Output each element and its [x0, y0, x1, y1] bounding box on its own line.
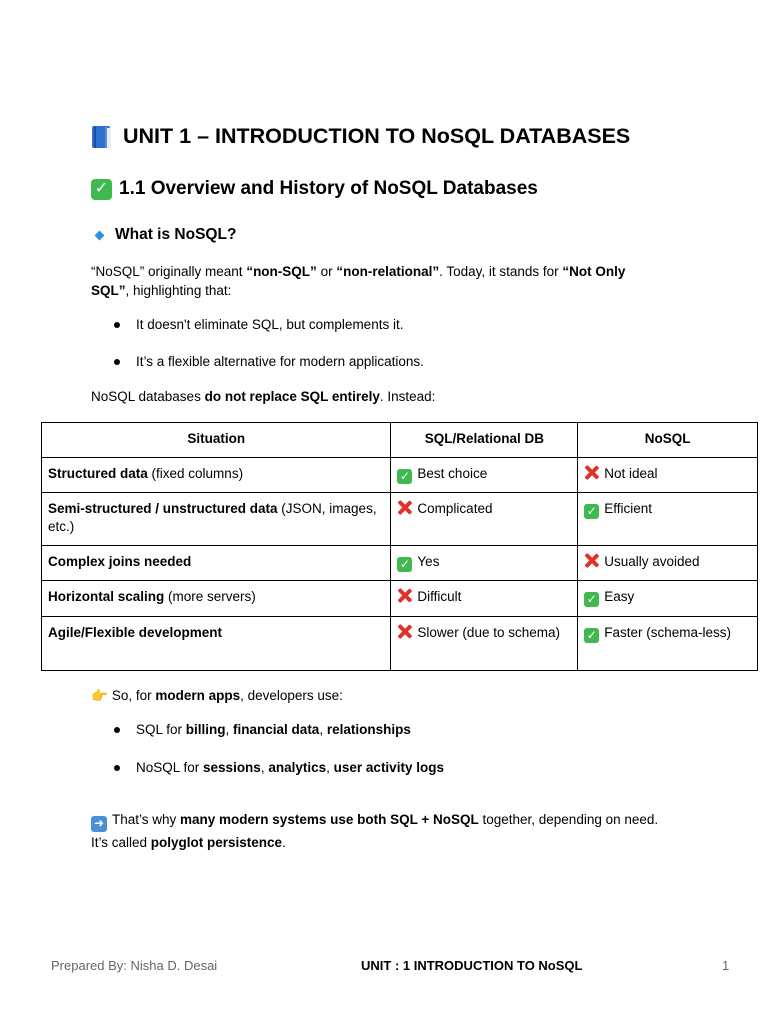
check-mark-icon: ✓	[397, 469, 412, 484]
table-header-row	[42, 423, 758, 458]
list-bold: analytics	[268, 760, 327, 775]
conclusion-paragraph	[91, 810, 711, 852]
cross-mark-icon	[584, 553, 599, 568]
intro-text: , highlighting that:	[125, 283, 232, 298]
conclusion-line-1	[91, 810, 711, 832]
conclusion-text: .	[282, 834, 286, 850]
intro-bold: “non-relational”	[336, 264, 440, 279]
list-bold: relationships	[326, 722, 411, 737]
sql-value: Complicated	[417, 501, 493, 516]
cross-mark-icon	[397, 588, 412, 603]
situation-rest: (more servers)	[164, 589, 256, 604]
so-text: , developers use:	[240, 688, 343, 703]
check-mark-icon: ✓	[584, 504, 599, 519]
list-text: ,	[260, 760, 269, 775]
cross-mark-icon	[397, 624, 412, 639]
header-nosql: NoSQL	[578, 423, 758, 458]
bullet-list-2	[114, 720, 444, 777]
nosql-value: Easy	[604, 589, 635, 604]
table-row	[42, 546, 758, 581]
check-mark-icon: ✓	[397, 557, 412, 572]
cross-mark-icon	[397, 500, 412, 515]
situation-rest: (JSON, images, etc.)	[48, 501, 377, 534]
so-paragraph	[91, 686, 343, 705]
table-row	[42, 458, 758, 493]
check-mark-icon: ✓	[584, 592, 599, 607]
bullet-dot	[114, 359, 120, 365]
nosql-cell	[578, 581, 758, 617]
sql-value: Yes	[417, 554, 440, 569]
list-bold: user activity logs	[333, 760, 444, 775]
sql-cell	[391, 458, 578, 493]
comparison-table	[41, 422, 758, 671]
sql-value: Best choice	[417, 466, 488, 481]
situation-cell	[42, 581, 391, 617]
situation-cell	[42, 546, 391, 581]
bullet-dot	[114, 322, 120, 328]
intro-line-2	[91, 281, 691, 300]
table-row	[42, 493, 758, 546]
right-arrow-icon: ➜	[91, 816, 107, 832]
check-mark-icon: ✓	[584, 628, 599, 643]
nosql-value: Usually avoided	[604, 554, 700, 569]
nosql-value: Not ideal	[604, 466, 658, 481]
conclusion-bold: polyglot persistence	[150, 834, 283, 850]
intro-paragraph	[91, 262, 691, 300]
intro-bold: “non-SQL”	[246, 264, 317, 279]
nosql-value: Efficient	[604, 501, 653, 516]
intro-line-1	[91, 262, 691, 281]
footer-title: UNIT : 1 INTRODUCTION TO NoSQL	[361, 958, 583, 973]
so-text: So, for	[111, 688, 156, 703]
list-text: SQL for	[136, 722, 186, 737]
list-bold: sessions	[203, 760, 261, 775]
subsection-heading	[94, 226, 236, 244]
intro-bold: SQL”	[91, 283, 126, 298]
list-item	[114, 352, 424, 371]
sql-cell	[391, 617, 578, 671]
check-mark-icon: ✓	[91, 179, 112, 200]
replace-bold: do not replace SQL entirely	[204, 389, 380, 404]
unit-heading	[91, 124, 630, 149]
page-number: 1	[722, 958, 730, 973]
list-bold: billing	[185, 722, 226, 737]
pointing-hand-icon: 👉	[91, 688, 108, 703]
intro-text: “NoSQL” originally meant	[91, 264, 247, 279]
list-item	[114, 720, 444, 739]
situation-bold: Agile/Flexible development	[48, 625, 223, 640]
conclusion-text: It’s called	[91, 834, 151, 850]
nosql-cell	[578, 493, 758, 546]
list-text: ,	[225, 722, 234, 737]
sql-cell	[391, 581, 578, 617]
list-item	[114, 315, 424, 334]
sql-cell	[391, 493, 578, 546]
list-bold: financial data	[233, 722, 320, 737]
conclusion-text: together, depending on need.	[478, 812, 659, 827]
situation-cell	[42, 617, 391, 671]
intro-text: or	[316, 264, 337, 279]
footer-author: Prepared By: Nisha D. Desai	[51, 958, 218, 973]
header-situation: Situation	[42, 423, 391, 458]
conclusion-bold: many modern systems use both SQL + NoSQL	[180, 812, 479, 827]
nosql-cell	[578, 617, 758, 671]
situation-rest: (fixed columns)	[147, 466, 244, 481]
situation-cell	[42, 458, 391, 493]
situation-cell	[42, 493, 391, 546]
nosql-cell	[578, 458, 758, 493]
section-heading	[91, 178, 538, 200]
bullet-dot	[114, 765, 120, 771]
list-text: ,	[326, 760, 334, 775]
sql-cell	[391, 546, 578, 581]
intro-bold: “Not Only	[562, 264, 626, 279]
situation-bold: Semi-structured / unstructured data	[48, 501, 278, 516]
conclusion-line-2	[91, 833, 711, 852]
situation-bold: Horizontal scaling	[48, 589, 165, 604]
list-text: NoSQL for	[136, 760, 204, 775]
cross-mark-icon	[584, 465, 599, 480]
bullet-list-1	[114, 315, 424, 371]
situation-bold: Complex joins needed	[48, 554, 192, 569]
so-bold: modern apps	[155, 688, 241, 703]
list-text: ,	[319, 722, 327, 737]
list-item-text	[136, 722, 411, 737]
subsection-heading-text: What is NoSQL?	[115, 226, 237, 243]
header-sql: SQL/Relational DB	[391, 423, 578, 458]
replace-text: NoSQL databases	[91, 389, 205, 404]
conclusion-text: That’s why	[112, 812, 181, 827]
replace-paragraph	[91, 387, 435, 406]
intro-text: . Today, it stands for	[439, 264, 563, 279]
replace-text: . Instead:	[379, 389, 436, 404]
situation-bold: Structured data	[48, 466, 148, 481]
nosql-cell	[578, 546, 758, 581]
sql-value: Difficult	[417, 589, 462, 604]
table-row	[42, 617, 758, 671]
list-item	[114, 758, 444, 777]
bullet-dot	[114, 727, 120, 733]
list-item-text	[136, 760, 444, 775]
table-row	[42, 581, 758, 617]
unit-heading-text: UNIT 1 – INTRODUCTION TO NoSQL DATABASES	[123, 124, 631, 148]
section-heading-text: 1.1 Overview and History of NoSQL Databases	[119, 178, 538, 199]
list-item-text: It doesn't eliminate SQL, but complements it.	[136, 317, 404, 332]
nosql-value: Faster (schema-less)	[604, 625, 732, 640]
list-item-text: It’s a flexible alternative for modern applications.	[136, 354, 424, 369]
sql-value: Slower (due to schema)	[417, 625, 560, 640]
blue-diamond-icon	[95, 230, 105, 240]
blue-book-icon	[91, 125, 113, 149]
